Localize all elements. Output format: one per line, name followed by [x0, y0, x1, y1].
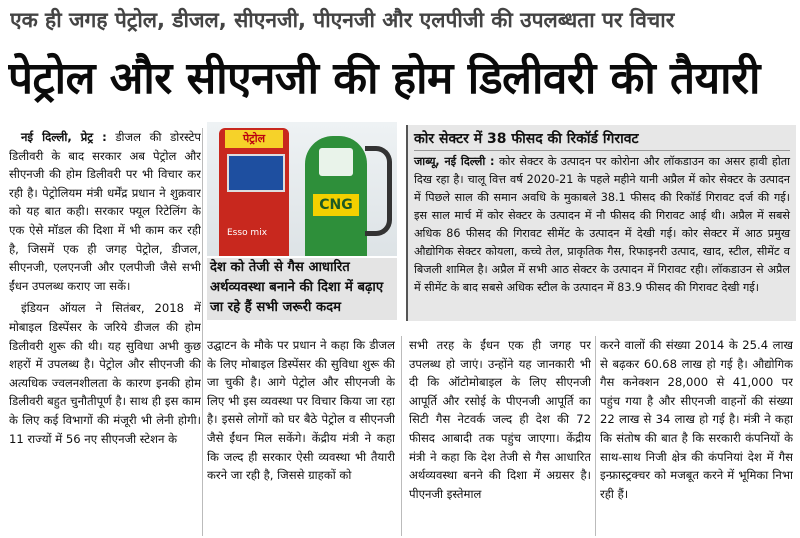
article-paragraph: उद्घाटन के मौके पर प्रधान ने कहा कि डीजल के लिए मोबाइल डिस्पेंसर की सुविधा शुरू की जा चुकी है। आगे पेट्रोल और सीएनजी के लिए भी इस व्यवस्था पर विचार किया जा रहा है। इससे लोगों को घर बैठे पेट्रोल व सीएनजी जैसे ईंधन मिल सकेंगे। केंद्रीय मंत्री ने कहा कि जल्द ही सरकार ऐसी व्यवस्था भी तैयारी करने जा रही है, जिससे ग्राहकों को — [207, 338, 395, 483]
article-column-2 — [207, 336, 395, 538]
pump-display — [227, 154, 285, 192]
column-divider — [595, 336, 596, 536]
article-column-1 — [9, 128, 201, 538]
petrol-pump-label: पेट्रोल — [225, 130, 283, 148]
box-text — [414, 153, 790, 297]
pump-brand-tag: Esso mix — [227, 228, 268, 238]
dateline: नई दिल्ली, प्रेट्र : — [21, 130, 107, 144]
paragraph-text: डीजल की डोरस्टेप डिलीवरी के बाद सरकार अब पेट्रोल और सीएनजी की होम डिलीवरी पर भी विचार कर रही है। पेट्रोलियम मंत्री धर्मेंद्र प्रधान ने शुक्रवार को यह बात कही। सरकार फ्यूल रिटेलिंग के एक ऐसे मॉडल की दिशा में भी काम कर रही है, जिसमें एक ही जगह पेट्रोल, डीजल, सीएनजी, एलएनजी और एलपीजी जैसे सभी ईंधन उपलब्ध कराए जा सकें। — [9, 130, 201, 293]
petrol-pump-image — [219, 128, 289, 256]
fuel-pump-photo — [207, 122, 397, 256]
pump-hose — [365, 146, 392, 236]
main-headline: पेट्रोल और सीएनजी की होम डिलीवरी की तैयारी — [8, 53, 760, 104]
article-paragraph — [9, 128, 201, 295]
sidebar-box — [406, 125, 796, 321]
article-column-3 — [409, 336, 591, 538]
article-column-4 — [600, 336, 793, 538]
pump-display — [319, 148, 353, 176]
box-body: कोर सेक्टर के उत्पादन पर कोरोना और लॉकडाउन का असर हावी होता दिख रहा है। चालू वित्त वर्ष 2020-21 के पहले महीने यानी अप्रैल में कोर सेक्टर के उत्पादन में पिछले साल की समान अवधि के मुकाबले 38.1 फीसद की रिकॉर्ड गिरावट दर्ज की गई। इस साल मार्च में कोर सेक्टर के उत्पादन में नौ फीसद की गिरावट आई थी। अप्रैल में सबसे अधिक 86 फीसद की गिरावट सीमेंट के उत्पादन में देखी गई। कोर सेक्टर में आठ प्रमुख औद्योगिक सेक्टर कोयला, कच्चे तेल, प्राकृतिक गैस, रिफाइनरी उत्पाद, खाद, स्टील, सीमेंट व बिजली शामिल है। अप्रैल में सभी आठ सेक्टर के उत्पादन में गिरावट रही। लॉकडाउन से अप्रैल में सीमेंट के बाद सबसे अधिक स्टील के उत्पादन में 83.9 फीसद की गिरावट देखी गई। — [414, 155, 790, 294]
column-divider — [401, 336, 402, 536]
box-heading: कोर सेक्टर में 38 फीसद की रिकॉर्ड गिरावट — [414, 128, 790, 151]
cng-pump-label: CNG — [313, 194, 359, 216]
article-paragraph: इंडियन ऑयल ने सितंबर, 2018 में मोबाइल डिस्पेंसर के जरिये डीजल की होम डिलीवरी शुरू की थी। यह सुविधा अभी कुछ शहरों में उपलब्ध है। पेट्रोल और सीएनजी की अत्यधिक ज्वलनशीलता के कारण इनकी होम डिलीवरी बहुत चुनौतीपूर्ण है। साथ ही इस काम के लिए कई विभागों की मंजूरी भी लेनी होगी। 11 राज्यों में 56 नए सीएनजी स्टेशन के — [9, 301, 201, 446]
column-divider — [202, 128, 203, 536]
photo-caption: देश को तेजी से गैस आधारित अर्थव्यवस्था बनाने की दिशा में बढ़ाए जा रहे हैं सभी जरूरी कदम — [207, 258, 397, 320]
article-paragraph: सभी तरह के ईंधन एक ही जगह पर उपलब्ध हो जाएं। उन्होंने यह जानकारी भी दी कि ऑटोमोबाइल के लिए सीएनजी आपूर्ति और रसोई के पीएनजी आपूर्ति का सिटी गैस नेटवर्क जल्द ही देश की 72 फीसद आबादी तक पहुंच जाएगा। केंद्रीय मंत्री ने कहा कि देश तेजी से गैस आधारित अर्थव्यवस्था बनने की दिशा में अग्रसर है। पीएनजी इस्तेमाल — [409, 338, 591, 501]
article-paragraph: करने वालों की संख्या 2014 के 25.4 लाख से बढ़कर 60.68 लाख हो गई है। औद्योगिक गैस कनेक्शन 28,000 से 41,000 पर पहुंच गया है और सीएनजी वाहनों की संख्या 22 लाख से 34 लाख हो गई है। मंत्री ने कहा कि संतोष की बात है कि सरकारी कंपनियों के साथ-साथ निजी क्षेत्र की कंपनियां देश में गैस इन्फ्रास्ट्रक्चर को मजबूत करने में भूमिका निभा रही हैं। — [600, 338, 793, 501]
kicker-headline: एक ही जगह पेट्रोल, डीजल, सीएनजी, पीएनजी और एलपीजी की उपलब्धता पर विचार — [10, 8, 675, 32]
box-dateline: जाब्यू, नई दिल्ली : — [414, 155, 495, 168]
cng-pump-image — [305, 136, 367, 256]
